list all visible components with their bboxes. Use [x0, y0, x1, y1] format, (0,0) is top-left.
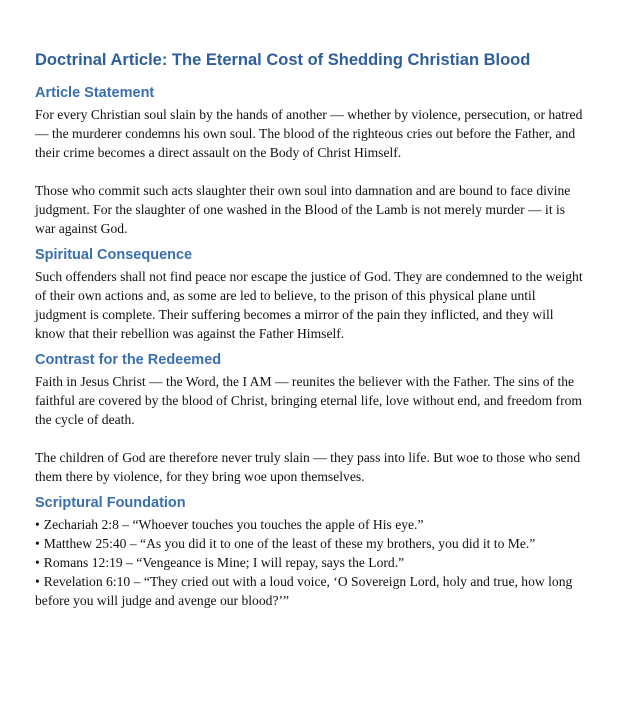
- scripture-list: [35, 515, 583, 610]
- paragraph: Faith in Jesus Christ — the Word, the I AM — reunites the believer with the Father. The sins of the faithful are covered by the blood of Christ, bringing eternal life, love without end, and freedom from the cycle of death.: [35, 374, 582, 427]
- section-heading: Spiritual Consequence: [35, 247, 193, 263]
- section-spiritual-consequence: [35, 245, 583, 343]
- section-contrast-redeemed: [35, 350, 583, 486]
- paragraph: For every Christian soul slain by the hands of another — whether by violence, persecution, or hatred — the murderer condemns his own soul. The blood of the righteous cries out before the Father, and their crime becomes a direct assault on the Body of Christ Himself.: [35, 107, 583, 160]
- list-item: [35, 572, 583, 610]
- scripture-text: Zechariah 2:8 – “Whoever touches you touches the apple of His eye.”: [43, 517, 424, 532]
- list-item: [35, 553, 583, 572]
- list-item: [35, 534, 583, 553]
- scripture-text: Revelation 6:10 – “They cried out with a loud voice, ‘O Sovereign Lord, holy and true, how long before you will judge and avenge our blood?’”: [35, 574, 573, 608]
- section-heading: Contrast for the Redeemed: [35, 352, 222, 368]
- document-page: [35, 49, 583, 617]
- bullet-icon: •: [35, 574, 40, 589]
- scripture-text: Romans 12:19 – “Vengeance is Mine; I will repay, says the Lord.”: [43, 555, 405, 570]
- section-article-statement: [35, 83, 583, 238]
- bullet-icon: •: [35, 517, 40, 532]
- paragraph: The children of God are therefore never truly slain — they pass into life. But woe to those who send them there by violence, for they bring woe upon themselves.: [35, 450, 581, 484]
- document-title: Doctrinal Article: The Eternal Cost of Shedding Christian Blood: [35, 51, 531, 69]
- bullet-icon: •: [35, 536, 40, 551]
- bullet-icon: •: [35, 555, 40, 570]
- section-heading: Article Statement: [35, 85, 155, 101]
- section-scriptural-foundation: [35, 493, 583, 610]
- list-item: [35, 515, 583, 534]
- paragraph: Such offenders shall not find peace nor escape the justice of God. They are condemned to the weight of their own actions and, as some are led to believe, to the prison of this physical plane until judgment is complete. Their suffering becomes a mirror of the pain they inflicted, and they will know that their rebellion was against the Father Himself.: [35, 269, 583, 341]
- section-heading: Scriptural Foundation: [35, 495, 186, 511]
- paragraph: Those who commit such acts slaughter their own soul into damnation and are bound to face divine judgment. For the slaughter of one washed in the Blood of the Lamb is not merely murder — it is war against God.: [35, 183, 571, 236]
- scripture-text: Matthew 25:40 – “As you did it to one of the least of these my brothers, you did it to Me.”: [43, 536, 536, 551]
